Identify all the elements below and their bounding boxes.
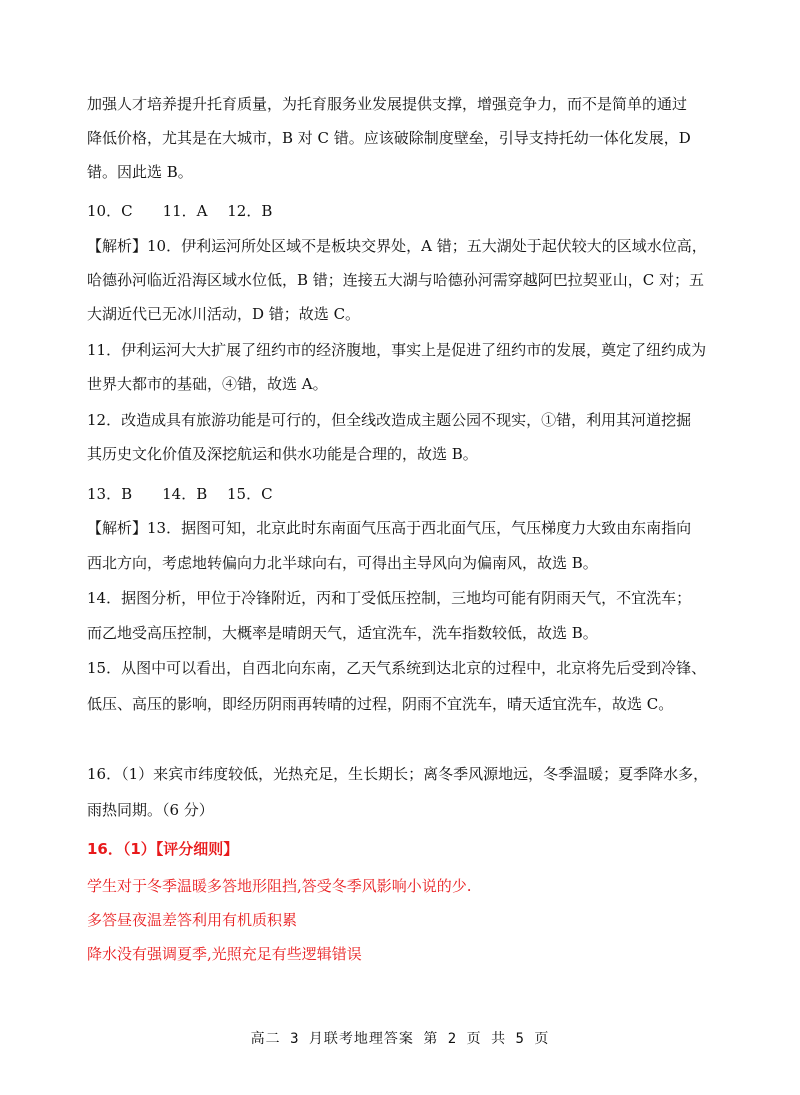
text-line: 哈德孙河临近沿海区域水位低，B 错；连接五大湖与哈德孙河需穿越阿巴拉契亚山，C 对；五 [87,271,705,289]
text-line: 【解析】13．据图可知，北京此时东南面气压高于西北面气压，气压梯度力大致由东南指向 [87,519,692,537]
text-line: 15．从图中可以看出，自西北向东南，乙天气系统到达北京的过程中，北京将先后受到冷锋、 [87,659,707,677]
rubric-heading: 16．（1）【评分细则】 [87,840,239,858]
text-line: 12．改造成具有旅游功能是可行的，但全线改造成主题公园不现实，①错，利用其河道挖掘 [87,411,692,429]
text-line: 而乙地受高压控制，大概率是晴朗天气，适宜洗车，洗车指数较低，故选 B。 [87,624,598,642]
text-line: 【解析】10．伊利运河所处区域不是板块交界处，A 错；五大湖处于起伏较大的区域水位高， [87,237,707,255]
page-footer: 高二 3 月联考地理答案 第 2 页 共 5 页 [250,1031,550,1047]
text-line: 加强人才培养提升托育质量，为托育服务业发展提供支撑，增强竞争力，而不是简单的通过 [87,95,688,113]
answer-line: 13．B 14．B 15．C [87,485,273,503]
rubric-note: 学生对于冬季温暖多答地形阻挡,答受冬季风影响小说的少. [87,877,472,895]
text-line: 其历史文化价值及深挖航运和供水功能是合理的，故选 B。 [87,445,478,463]
text-line: 14．据图分析，甲位于冷锋附近，丙和丁受低压控制，三地均可能有阴雨天气，不宜洗车； [87,589,692,607]
rubric-note: 多答昼夜温差答利用有机质积累 [87,911,298,929]
text-line: 世界大都市的基础，④错，故选 A。 [87,375,328,393]
text-line: 降低价格，尤其是在大城市，B 对 C 错。应该破除制度壁垒，引导支持托幼一体化发展，D [87,129,691,147]
rubric-note: 降水没有强调夏季,光照充足有些逻辑错误 [87,945,362,963]
text-line: 11．伊利运河大大扩展了纽约市的经济腹地，事实上是促进了纽约市的发展，奠定了纽约成为 [87,341,707,359]
answer-line: 10．C 11．A 12．B [87,202,273,220]
text-line: 错。因此选 B。 [87,163,193,181]
text-line: 16．（1）来宾市纬度较低，光热充足，生长期长；离冬季风源地远，冬季温暖；夏季降水多， [87,765,709,783]
text-line: 雨热同期。（6 分） [87,801,214,819]
text-line: 大湖近代已无冰川活动，D 错；故选 C。 [87,305,361,323]
text-line: 西北方向，考虑地转偏向力北半球向右，可得出主导风向为偏南风，故选 B。 [87,554,598,572]
text-line: 低压、高压的影响，即经历阴雨再转晴的过程，阴雨不宜洗车，晴天适宜洗车，故选 C。 [87,695,674,713]
